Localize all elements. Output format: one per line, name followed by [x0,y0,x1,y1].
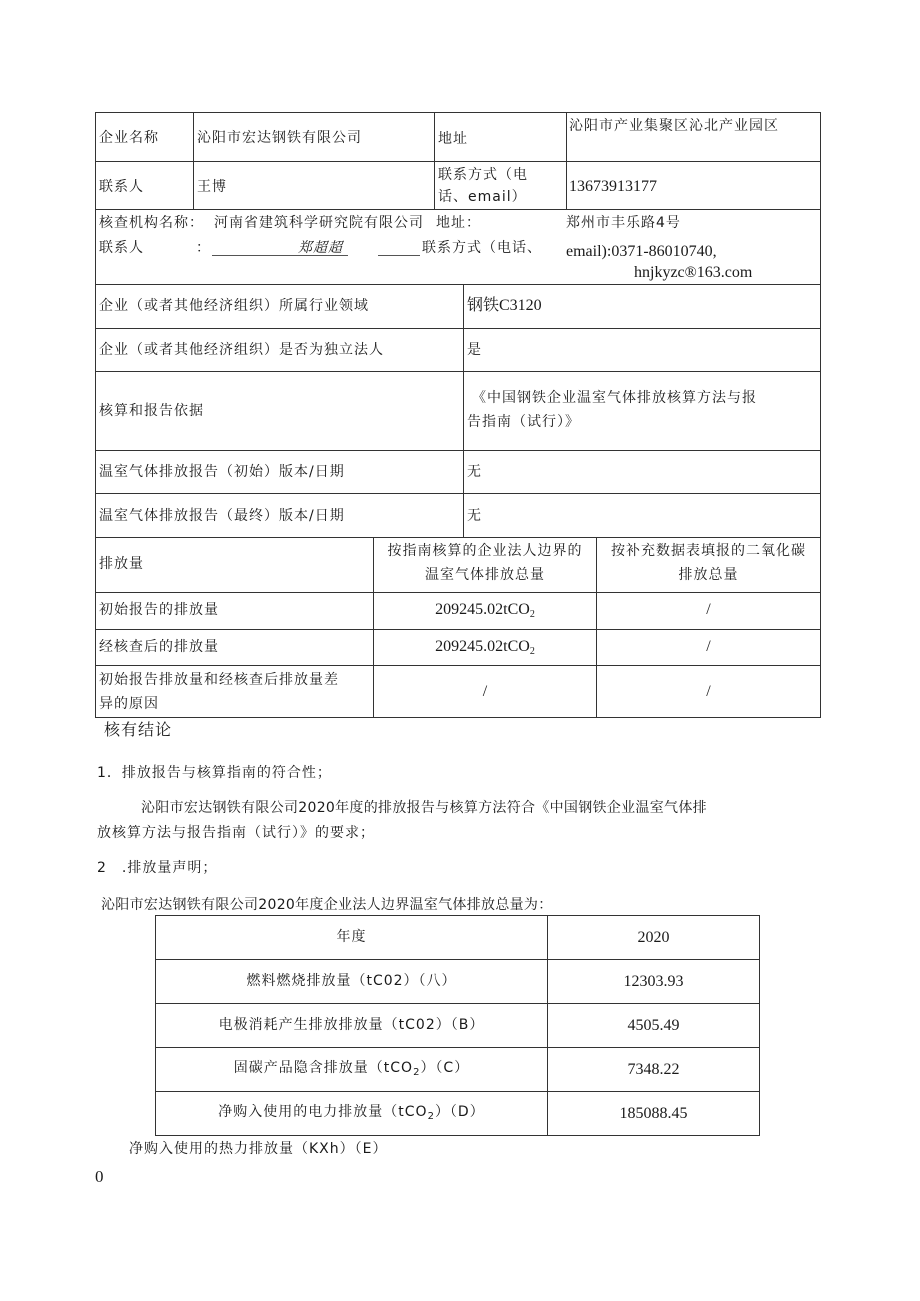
conclusion-item1-para-line-2: 放核算方法与报告指南（试行）》的要求； [97,825,375,841]
verifier-contact-method-label: 联系方式（电话、 [422,240,542,256]
conclusion-item2-title: 2 .排放量声明； [97,860,218,876]
emissions-col1-header-1: 按指南核算的企业法人边界的 [387,543,583,559]
initial-emission-label: 初始报告的排放量 [99,602,219,618]
summary-fuel-value: 12303.93 [623,973,684,990]
summary-carbon-product-label: 固碳产品隐含排放量（tCO$_2$）（C） [233,1060,470,1078]
summary-fuel-label: 燃料燃烧排放量（tC02）（八） [246,973,457,989]
initial-report-label: 温室气体排放报告（初始）版本/日期 [99,464,345,480]
difference-reason-col1: / [482,683,488,700]
verifier-blank-underline [378,255,420,256]
legal-entity-value: 是 [467,342,482,358]
summary-carbon-product-value: 7348.22 [627,1061,680,1078]
initial-report-value: 无 [467,464,482,480]
summary-electricity-value: 185088.45 [619,1105,688,1122]
company-address-value: 沁阳市产业集聚区沁北产业园区 [569,118,779,134]
legal-entity-label: 企业（或者其他经济组织）是否为独立法人 [99,342,384,358]
trailing-zero: 0 [95,1167,104,1186]
basis-value-line-2: 告指南（试行）》 [467,414,580,430]
summary-year-value: 2020 [637,929,670,946]
heat-emission-line: 净购入使用的热力排放量（KXh）（E） [129,1141,388,1157]
final-report-label: 温室气体排放报告（最终）版本/日期 [99,508,345,524]
industry-value: 钢铁C3120 [467,297,542,314]
initial-emission-supplementary: / [706,601,711,618]
company-name-value: 沁阳市宏达钢铁有限公司 [197,130,362,146]
emissions-col2-header-2: 排放总量 [678,567,739,583]
conclusion-heading: 核有结论 [104,720,173,739]
company-address-label: 地址 [438,131,468,147]
summary-electrode-label: 电极消耗产生排放排放量（tC02）（B） [218,1017,485,1033]
company-name-label: 企业名称 [99,130,159,146]
company-contact-method-label-2: 话、email） [438,189,527,205]
summary-electrode-value: 4505.49 [627,1017,680,1034]
verified-emission-label: 经核查后的排放量 [99,639,219,655]
verifier-contact-label: 联系人 [99,240,144,256]
basis-label: 核算和报告依据 [99,403,204,419]
verifier-address-label: 地址： [436,215,481,231]
conclusion-item1-para-line-1: 沁阳市宏达钢铁有限公司2020年度的排放报告与核算方法符合《中国钢铁企业温室气体排 [141,800,707,816]
verifier-contact-colon: ： [196,240,211,256]
company-contact-value: 王博 [197,179,227,195]
difference-reason-label-2: 异的原因 [99,696,159,712]
verifier-contact-value: 郑超超 [298,240,343,256]
final-report-value: 无 [467,508,482,524]
conclusion-item1-title: 1．排放报告与核算指南的符合性； [97,765,332,781]
verified-emission-supplementary: / [706,638,711,655]
summary-year-label: 年度 [336,929,367,945]
industry-label: 企业（或者其他经济组织）所属行业领域 [99,298,369,314]
emissions-col1-header-2: 温室气体排放总量 [425,567,545,583]
emissions-header-label: 排放量 [99,556,144,572]
company-phone-value: 13673913177 [569,178,657,195]
difference-reason-label-1: 初始报告排放量和经核查后排放量差 [99,672,339,688]
verifier-email-line-2: hnjkyzc®163.com [634,264,753,281]
initial-emission-value: 209245.02tCO$_2$ [435,601,535,620]
verifier-org-label: 核查机构名称： [99,215,204,231]
company-contact-label: 联系人 [99,179,144,195]
difference-reason-col2: / [706,683,711,700]
company-contact-method-label-1: 联系方式（电 [438,167,528,183]
verifier-org-value: 河南省建筑科学研究院有限公司 [214,215,424,231]
summary-electricity-label: 净购入使用的电力排放量（tCO$_2$）（D） [218,1104,485,1122]
emissions-col2-header-1: 按补充数据表填报的二氧化碳 [611,543,806,559]
verifier-email-line-1: email):0371-86010740, [566,243,717,260]
basis-value-line-1: 《中国钢铁企业温室气体排放核算方法与报 [472,390,757,406]
verifier-address-value: 郑州市丰乐路4号 [566,215,681,231]
conclusion-item2-intro: 沁阳市宏达钢铁有限公司2020年度企业法人边界温室气体排放总量为： [101,897,553,913]
verified-emission-value: 209245.02tCO$_2$ [435,638,535,657]
